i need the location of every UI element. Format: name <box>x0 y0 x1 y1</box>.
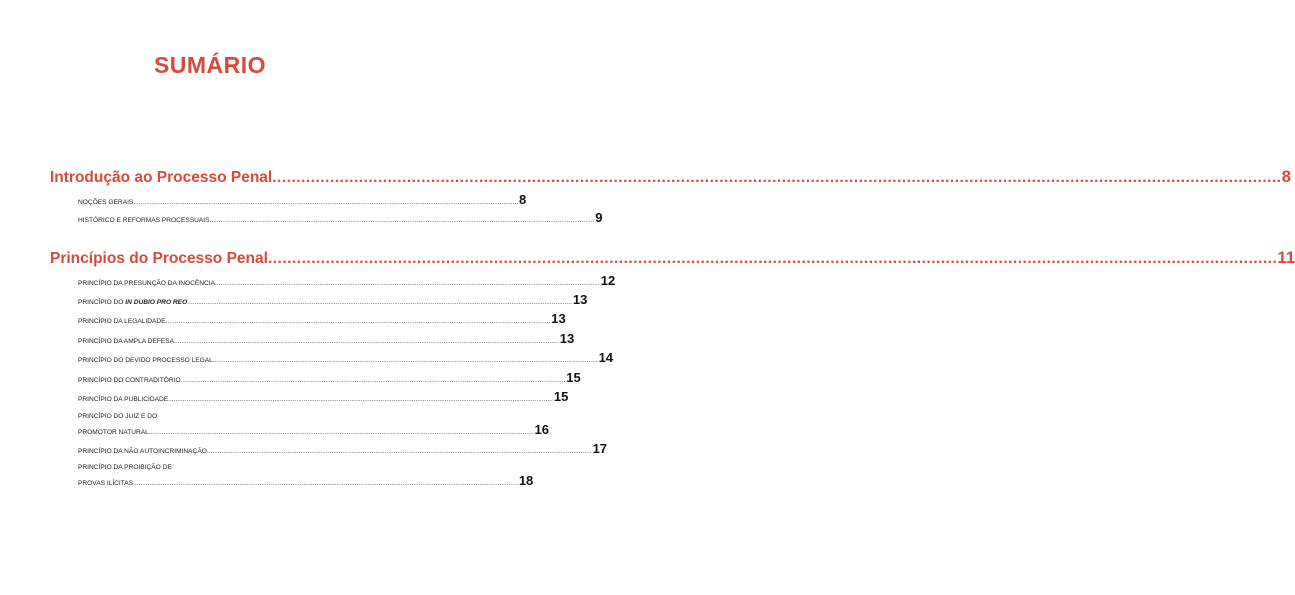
entry-label: PRINCÍPIO DA NÃO AUTOINCRIMINAÇÃO <box>78 448 207 455</box>
entry-page-number: 17 <box>592 441 608 456</box>
section-label: Introdução ao Processo Penal <box>50 169 273 186</box>
toc-entry[interactable] <box>78 292 588 307</box>
toc-entry[interactable] <box>78 389 569 404</box>
dot-leader: .................................................................................................................................................................................................................. <box>180 377 566 384</box>
dot-leader: .................................................................................................................................................................................................................. <box>133 199 519 206</box>
toc-entry[interactable] <box>78 331 575 346</box>
entry-page-number: 8 <box>519 192 527 207</box>
entry-label: PRINCÍPIO DA PRESUNÇÃO DA INOCÊNCIA <box>78 280 216 287</box>
dot-leader: .................................................................................................................................................................................................................. <box>215 280 600 287</box>
entry-label: PRINCÍPIO DA LEGALIDADE <box>78 318 166 325</box>
page-title: SUMÁRIO <box>153 52 267 78</box>
entry-page-number: 15 <box>566 370 581 385</box>
entry-label: PRINCÍPIO DO CONTRADITÓRIO <box>78 377 181 384</box>
toc-section-introducao[interactable] <box>50 167 1292 187</box>
dot-leader: .................................................................................................................................................................................................................. <box>212 357 598 364</box>
entry-label: HISTÓRICO E REFORMAS PROCESSUAIS <box>78 217 210 224</box>
dot-leader: .................................................................................................................................................................................................................. <box>187 299 572 306</box>
toc-entry[interactable] <box>78 441 608 456</box>
entry-label-prefix: PRINCÍPIO DO <box>78 299 124 306</box>
dot-leader: .................................................................................................................................................................................................................. <box>174 338 559 345</box>
entry-label-line1: PRINCÍPIO DA PROIBIÇÃO DE <box>78 464 172 471</box>
entry-label: PRINCÍPIO DO DEVIDO PROCESSO LEGAL <box>78 357 213 364</box>
entry-page-number: 13 <box>572 292 588 307</box>
entry-page-number: 12 <box>600 273 616 288</box>
section-page-number: 8 <box>1281 167 1292 186</box>
entry-label-emphasis: IN DUBIO PRO REO <box>125 299 188 306</box>
dot-leader: .................................................................................................................................................................................................................. <box>209 217 595 224</box>
dot-leader: .................................................................................................................................................................................................................. <box>165 318 551 325</box>
entry-page-number: 9 <box>595 210 603 225</box>
entry-label: PROMOTOR NATURAL <box>78 429 149 436</box>
dot-leader: .................................................................................................................................................................................................................. <box>168 396 553 403</box>
entry-page-number: 16 <box>534 422 550 437</box>
entry-label-line1: PRINCÍPIO DO JUIZ E DO <box>78 413 158 420</box>
dot-leader: .................................................................................................................................................................................................................. <box>206 448 592 455</box>
section-page-number: 11 <box>1277 248 1295 267</box>
dot-leader: .................................................................................................................................................................................................................. <box>133 480 518 487</box>
toc-entry[interactable] <box>78 370 581 385</box>
entry-label: PROVAS ILÍCITAS <box>78 480 134 487</box>
entry-label: NOÇÕES GERAIS <box>78 199 134 206</box>
toc-section-principios[interactable] <box>50 248 1295 268</box>
entry-label: PRINCÍPIO DA AMPLA DEFESA <box>78 338 175 345</box>
toc-entry[interactable] <box>78 473 534 488</box>
dot-leader: .................................................................................................................................................................................................................. <box>272 169 1282 186</box>
toc-entry[interactable] <box>78 210 603 225</box>
entry-page-number: 15 <box>553 389 569 404</box>
dot-leader: .................................................................................................................................................................................................................. <box>267 250 1278 267</box>
section-label: Princípios do Processo Penal <box>50 250 268 267</box>
toc-entry[interactable] <box>78 350 614 365</box>
entry-page-number: 13 <box>551 311 566 326</box>
toc-entry[interactable] <box>78 311 566 326</box>
entry-label: PRINCÍPIO DA PUBLICIDADE <box>78 396 169 403</box>
toc-entry[interactable] <box>78 273 616 288</box>
toc-entry[interactable] <box>78 192 527 207</box>
entry-page-number: 13 <box>559 331 575 346</box>
entry-page-number: 18 <box>518 473 534 488</box>
entry-label <box>78 299 187 306</box>
entry-page-number: 14 <box>598 350 614 365</box>
toc-entry[interactable] <box>78 422 550 437</box>
dot-leader: .................................................................................................................................................................................................................. <box>148 429 534 436</box>
